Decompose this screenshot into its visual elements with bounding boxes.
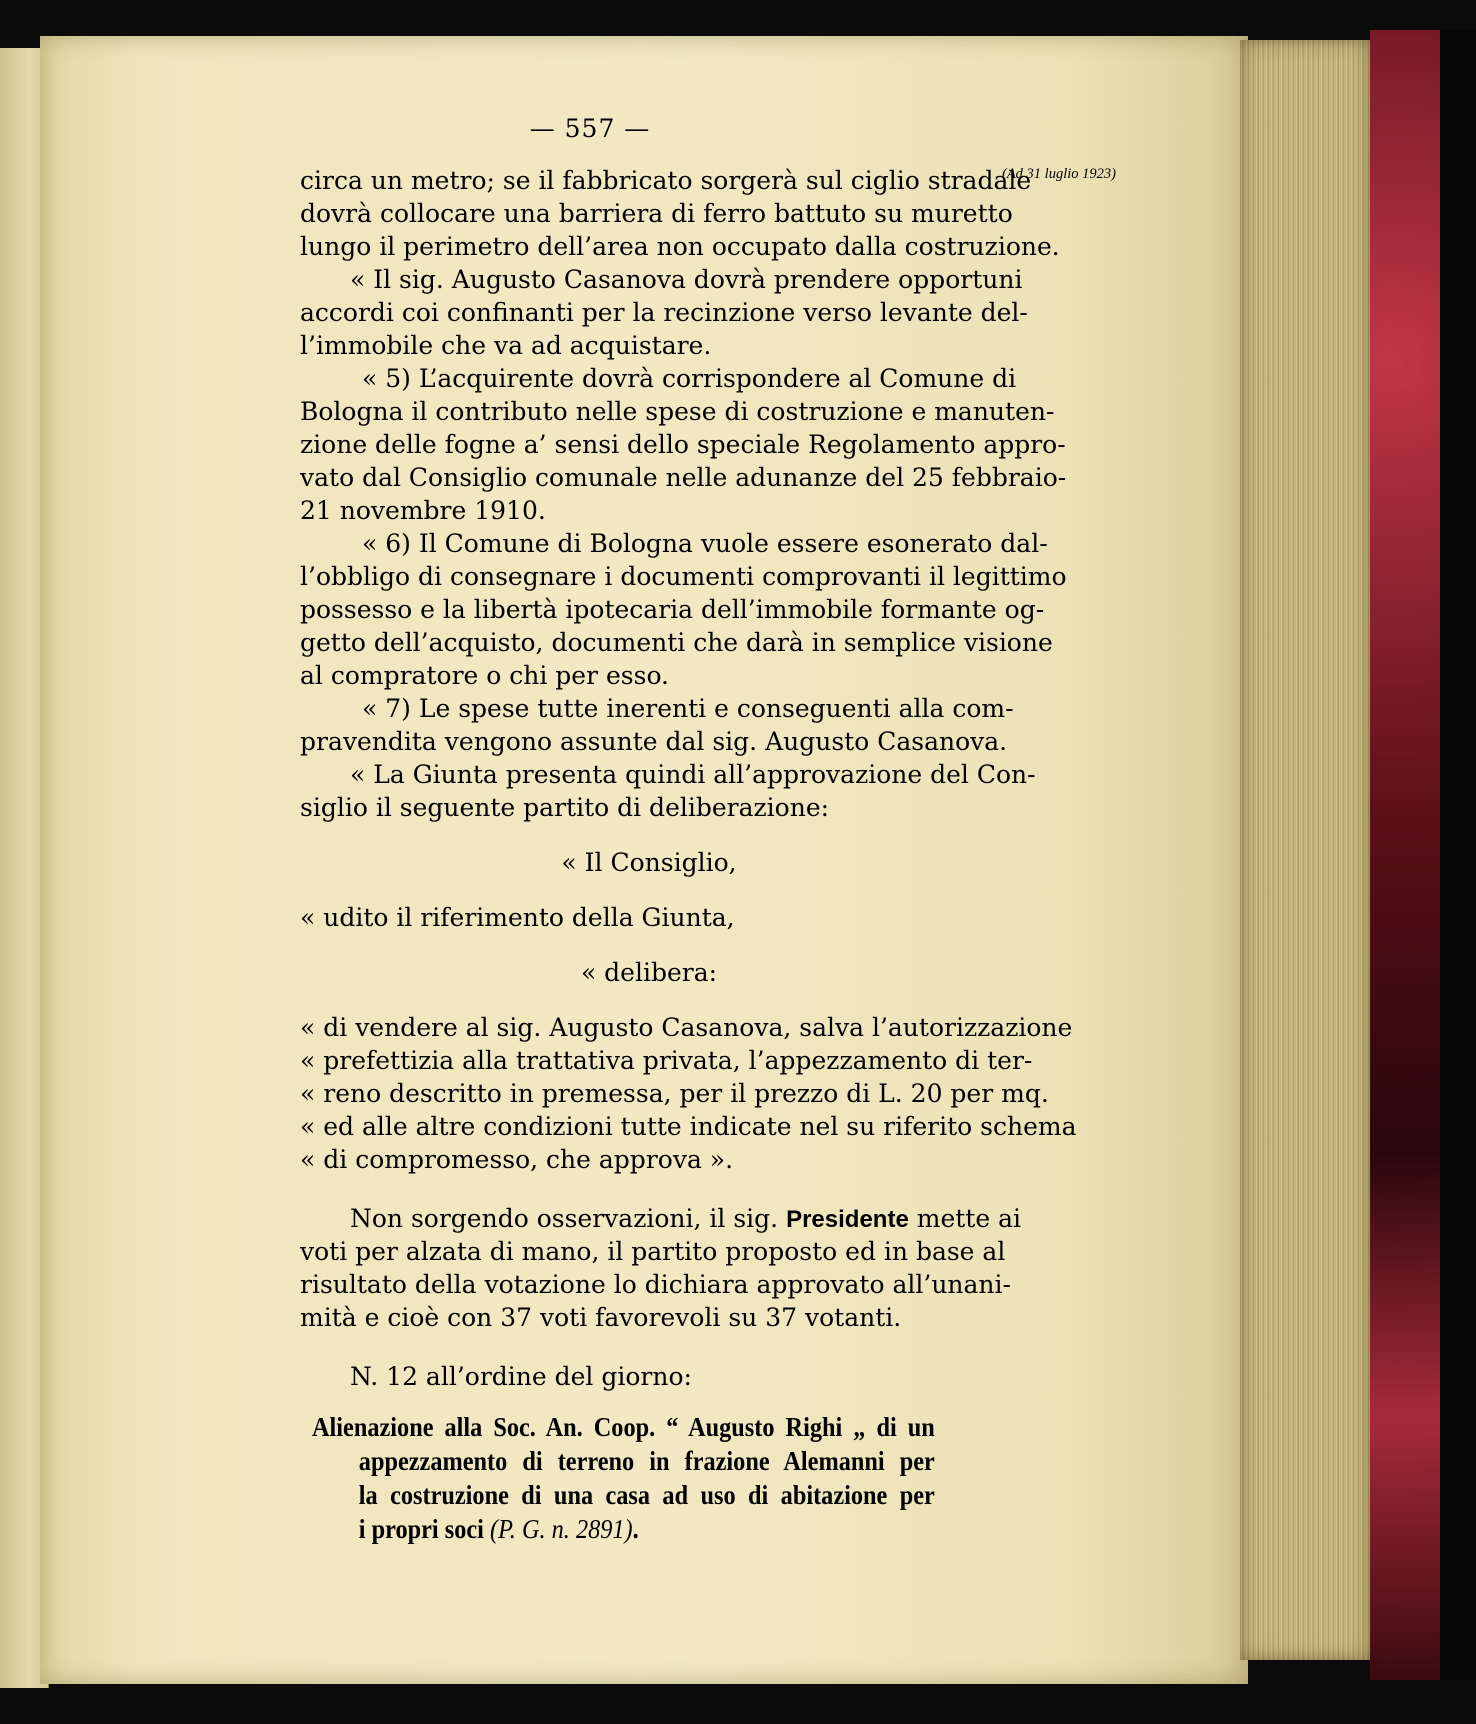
- text-line: « 5) L’acquirente dovrà corrispondere al Comune di: [362, 364, 1017, 393]
- background-dark: [1440, 30, 1476, 1680]
- text-line: voti per alzata di mano, il partito proposto ed in base al: [300, 1237, 1006, 1266]
- text-fragment: mette ai: [916, 1204, 1021, 1233]
- heading-line: la costruzione di una casa ad uso di abitazione per: [358, 1480, 935, 1510]
- text-line: « 6) Il Comune di Bologna vuole essere esonerato dal-: [362, 529, 1048, 558]
- text-line: possesso e la libertà ipotecaria dell’immobile formante og-: [300, 595, 1045, 624]
- agenda-item-heading: [312, 1410, 935, 1546]
- text-line: « Il sig. Augusto Casanova dovrà prendere opportuni: [350, 265, 1023, 294]
- text-line: getto dell’acquisto, documenti che darà in semplice visione: [300, 628, 1053, 657]
- heading-line: appezzamento di terreno in frazione Alemanni per: [358, 1446, 935, 1476]
- margin-note-date: (Ad 31 luglio 1923): [1002, 166, 1116, 182]
- text-line: « ed alle altre condizioni tutte indicate nel su riferito schema: [300, 1112, 1077, 1141]
- presidente-bold: Presidente: [786, 1206, 909, 1233]
- text-line: siglio il seguente partito di deliberazione:: [300, 793, 830, 822]
- text-line: al compratore o chi per esso.: [300, 661, 670, 690]
- text-line: zione delle fogne a’ sensi dello speciale Regolamento appro-: [300, 430, 1066, 459]
- text-line: lungo il perimetro dell’area non occupato dalla costruzione.: [300, 232, 1060, 261]
- text-line: « Il Consiglio,: [561, 848, 737, 877]
- text-line: « di compromesso, che approva ».: [300, 1145, 734, 1174]
- page-edges: [1240, 40, 1370, 1660]
- text-line: vato dal Consiglio comunale nelle adunanze del 25 febbraio-: [300, 463, 1067, 492]
- page-number: — 557 —: [529, 114, 651, 143]
- text-line: mità e cioè con 37 voti favorevoli su 37 votanti.: [300, 1303, 902, 1332]
- heading-fragment: .: [632, 1514, 639, 1544]
- text-line: accordi coi confinanti per la recinzione verso levante del-: [300, 298, 1028, 327]
- text-line: circa un metro; se il fabbricato sorgerà sul ciglio stradale: [300, 166, 1032, 195]
- text-line: « reno descritto in premessa, per il prezzo di L. 20 per mq.: [300, 1079, 1049, 1108]
- heading-line: [312, 1512, 935, 1546]
- text-line: dovrà collocare una barriera di ferro battuto su muretto: [300, 199, 1013, 228]
- text-line: 21 novembre 1910.: [300, 496, 546, 525]
- text-line: « 7) Le spese tutte inerenti e conseguenti alla com-: [362, 694, 1014, 723]
- text-line: l’obbligo di consegnare i documenti comprovanti il legittimo: [300, 562, 1067, 591]
- text-fragment: Non sorgendo osservazioni, il sig.: [350, 1204, 779, 1233]
- protocol-reference: (P. G. n. 2891): [489, 1514, 633, 1544]
- text-line: « prefettizia alla trattativa privata, l’appezzamento di ter-: [300, 1046, 1033, 1075]
- text-line: pravendita vengono assunte dal sig. Augusto Casanova.: [300, 727, 1008, 756]
- heading-fragment: i propri soci: [358, 1514, 484, 1544]
- text-line: « La Giunta presenta quindi all’approvazione del Con-: [350, 760, 1036, 789]
- text-line: « udito il riferimento della Giunta,: [300, 903, 735, 932]
- text-line: risultato della votazione lo dichiara approvato all’unani-: [300, 1270, 1011, 1299]
- book-cover-edge: [1370, 30, 1440, 1680]
- text-line: Bologna il contributo nelle spese di costruzione e manuten-: [300, 397, 1055, 426]
- heading-line: Alienazione alla Soc. An. Coop. “ Augusto Righi „ di un: [312, 1412, 935, 1442]
- text-line: l’immobile che va ad acquistare.: [300, 331, 712, 360]
- text-line: N. 12 all’ordine del giorno:: [350, 1362, 692, 1391]
- text-line: « delibera:: [580, 958, 718, 987]
- text-line: « di vendere al sig. Augusto Casanova, salva l’autorizzazione: [300, 1013, 1073, 1042]
- text-line: [300, 1202, 1021, 1235]
